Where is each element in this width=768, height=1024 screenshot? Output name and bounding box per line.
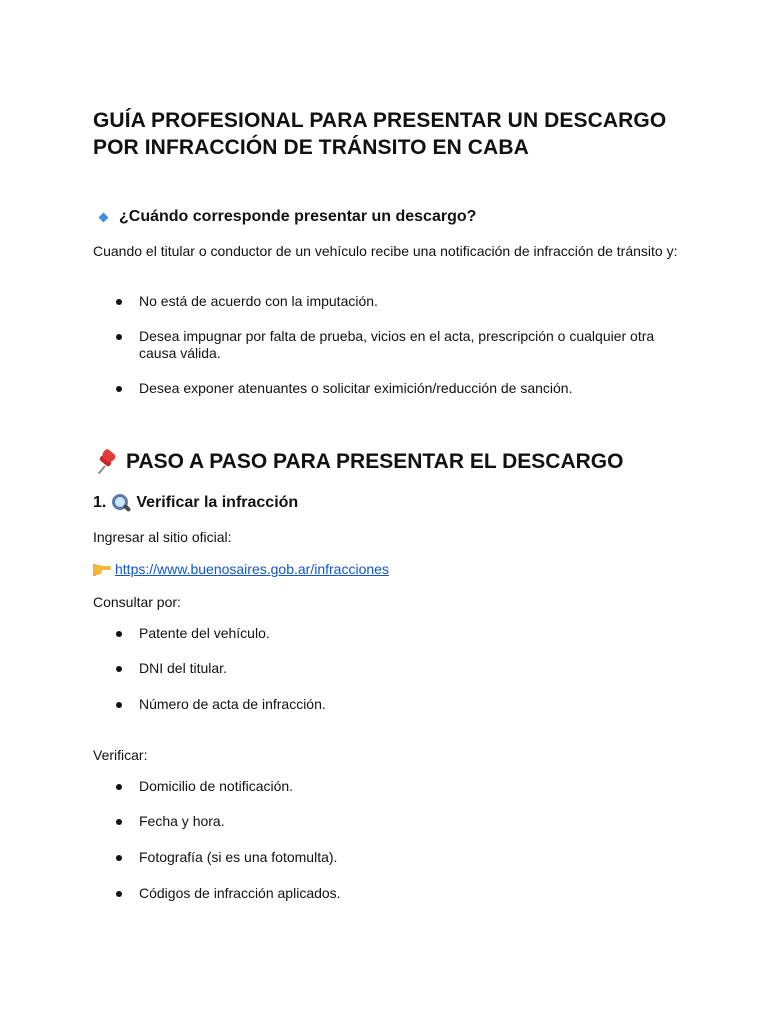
bullet-dot-icon [116,891,122,897]
section2-heading [93,448,623,476]
bullet-dot-icon [116,784,122,790]
document-title: GUÍA PROFESIONAL PARA PRESENTAR UN DESCARGO POR INFRACCIÓN DE TRÁNSITO EN CABA [93,109,667,159]
section1-heading [98,206,476,228]
section1-heading-text: ¿Cuándo corresponde presentar un descargo? [119,208,477,225]
bullet-dot-icon [116,631,122,637]
consult-label: Consultar por: [93,594,181,610]
bullet-dot-icon [116,386,122,392]
bullet-dot-icon [116,819,122,825]
bullet-dot-icon [116,299,122,305]
pointing-hand-icon [93,562,112,576]
bullet-dot-icon [116,855,122,861]
site-intro: Ingresar al sitio oficial: [93,529,232,545]
pushpin-icon [93,449,119,475]
bullet-dot-icon [116,702,122,708]
small-blue-diamond-icon [99,212,109,222]
magnifying-glass-icon [111,493,131,513]
official-site-link[interactable]: https://www.buenosaires.gob.ar/infracciones [115,561,389,577]
bullet-dot-icon [116,666,122,672]
step1-heading [93,492,298,514]
step1-heading-text: Verificar la infracción [136,494,299,511]
bullet-dot-icon [116,334,122,340]
section1-intro: Cuando el titular o conductor de un vehículo recibe una notificación de infracción de tránsito y: [93,243,678,259]
verify-label: Verificar: [93,747,148,763]
official-link-line [93,560,389,578]
section2-heading-text: PASO A PASO PARA PRESENTAR EL DESCARGO [126,450,624,473]
step1-number: 1. [93,494,107,511]
